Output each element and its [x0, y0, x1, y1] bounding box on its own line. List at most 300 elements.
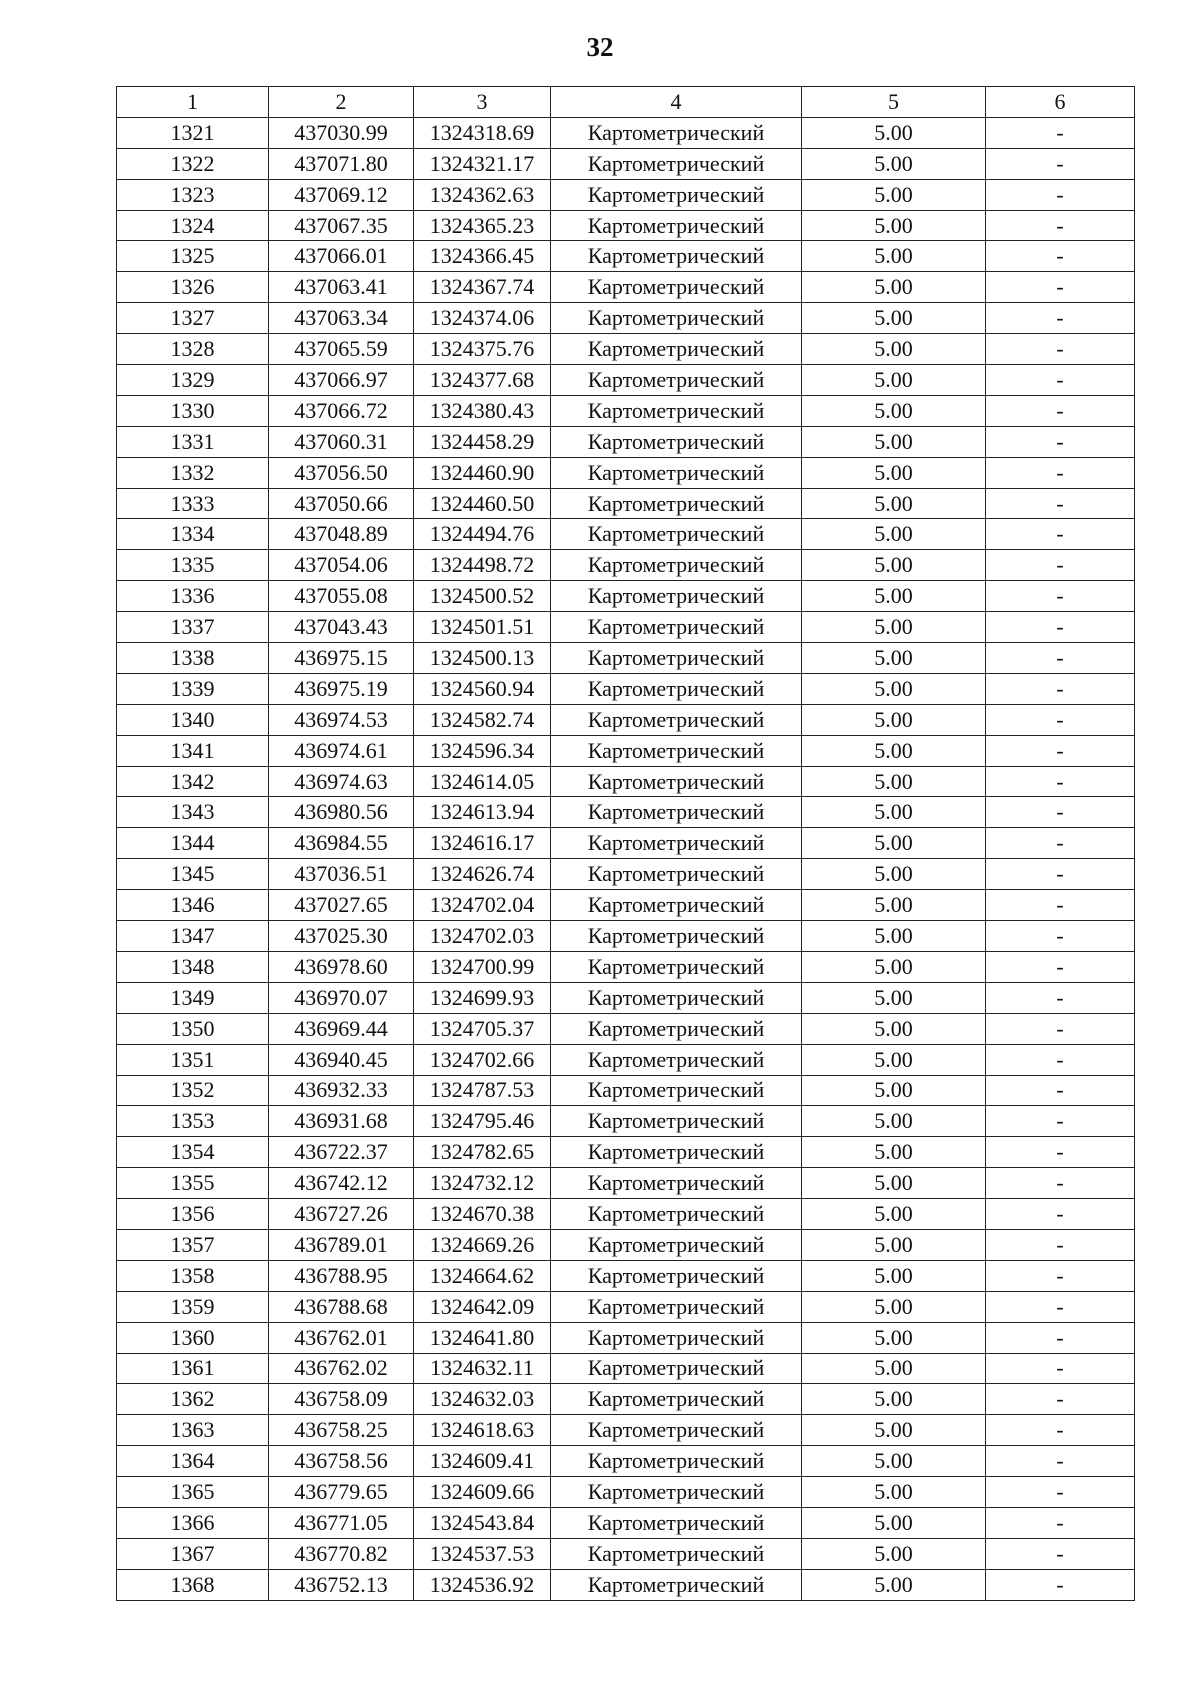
method-cell: Картометрический	[551, 1044, 802, 1075]
accuracy-cell: 5.00	[802, 1291, 986, 1322]
x-coordinate-cell: 437063.41	[269, 272, 414, 303]
point-number-cell: 1354	[117, 1137, 269, 1168]
method-cell: Картометрический	[551, 704, 802, 735]
point-number-cell: 1361	[117, 1353, 269, 1384]
method-cell: Картометрический	[551, 1384, 802, 1415]
table-row	[117, 1353, 1135, 1384]
x-coordinate-cell: 437069.12	[269, 179, 414, 210]
table-row	[117, 1446, 1135, 1477]
point-number-cell: 1335	[117, 550, 269, 581]
y-coordinate-cell: 1324365.23	[414, 210, 551, 241]
description-cell: -	[986, 797, 1135, 828]
column-header: 6	[986, 87, 1135, 118]
accuracy-cell: 5.00	[802, 1229, 986, 1260]
point-number-cell: 1329	[117, 365, 269, 396]
table-header-row	[117, 87, 1135, 118]
description-cell: -	[986, 828, 1135, 859]
description-cell: -	[986, 395, 1135, 426]
method-cell: Картометрический	[551, 643, 802, 674]
y-coordinate-cell: 1324699.93	[414, 982, 551, 1013]
method-cell: Картометрический	[551, 117, 802, 148]
description-cell: -	[986, 1415, 1135, 1446]
accuracy-cell: 5.00	[802, 395, 986, 426]
x-coordinate-cell: 436758.09	[269, 1384, 414, 1415]
coordinates-table	[116, 86, 1135, 1601]
table-row	[117, 1199, 1135, 1230]
accuracy-cell: 5.00	[802, 117, 986, 148]
x-coordinate-cell: 437060.31	[269, 426, 414, 457]
x-coordinate-cell: 436770.82	[269, 1538, 414, 1569]
method-cell: Картометрический	[551, 210, 802, 241]
accuracy-cell: 5.00	[802, 1446, 986, 1477]
description-cell: -	[986, 1229, 1135, 1260]
description-cell: -	[986, 117, 1135, 148]
description-cell: -	[986, 519, 1135, 550]
description-cell: -	[986, 365, 1135, 396]
method-cell: Картометрический	[551, 179, 802, 210]
x-coordinate-cell: 436940.45	[269, 1044, 414, 1075]
table-row	[117, 982, 1135, 1013]
point-number-cell: 1363	[117, 1415, 269, 1446]
accuracy-cell: 5.00	[802, 1075, 986, 1106]
x-coordinate-cell: 436788.68	[269, 1291, 414, 1322]
point-number-cell: 1357	[117, 1229, 269, 1260]
description-cell: -	[986, 272, 1135, 303]
point-number-cell: 1351	[117, 1044, 269, 1075]
point-number-cell: 1342	[117, 766, 269, 797]
point-number-cell: 1328	[117, 334, 269, 365]
point-number-cell: 1352	[117, 1075, 269, 1106]
accuracy-cell: 5.00	[802, 179, 986, 210]
y-coordinate-cell: 1324613.94	[414, 797, 551, 828]
method-cell: Картометрический	[551, 519, 802, 550]
table-row	[117, 334, 1135, 365]
accuracy-cell: 5.00	[802, 951, 986, 982]
accuracy-cell: 5.00	[802, 1013, 986, 1044]
description-cell: -	[986, 735, 1135, 766]
table-row	[117, 890, 1135, 921]
x-coordinate-cell: 437066.97	[269, 365, 414, 396]
method-cell: Картометрический	[551, 1353, 802, 1384]
description-cell: -	[986, 1260, 1135, 1291]
accuracy-cell: 5.00	[802, 303, 986, 334]
x-coordinate-cell: 436974.63	[269, 766, 414, 797]
x-coordinate-cell: 436752.13	[269, 1569, 414, 1600]
table-row	[117, 1137, 1135, 1168]
accuracy-cell: 5.00	[802, 735, 986, 766]
method-cell: Картометрический	[551, 550, 802, 581]
column-header: 5	[802, 87, 986, 118]
x-coordinate-cell: 437056.50	[269, 457, 414, 488]
x-coordinate-cell: 437027.65	[269, 890, 414, 921]
x-coordinate-cell: 437055.08	[269, 581, 414, 612]
point-number-cell: 1356	[117, 1199, 269, 1230]
table-row	[117, 1075, 1135, 1106]
y-coordinate-cell: 1324377.68	[414, 365, 551, 396]
method-cell: Картометрический	[551, 457, 802, 488]
point-number-cell: 1347	[117, 921, 269, 952]
point-number-cell: 1321	[117, 117, 269, 148]
method-cell: Картометрический	[551, 395, 802, 426]
description-cell: -	[986, 426, 1135, 457]
accuracy-cell: 5.00	[802, 210, 986, 241]
point-number-cell: 1324	[117, 210, 269, 241]
table-body	[117, 117, 1135, 1600]
column-header: 4	[551, 87, 802, 118]
x-coordinate-cell: 436974.61	[269, 735, 414, 766]
method-cell: Картометрический	[551, 890, 802, 921]
method-cell: Картометрический	[551, 982, 802, 1013]
method-cell: Картометрический	[551, 334, 802, 365]
method-cell: Картометрический	[551, 766, 802, 797]
page-number: 32	[586, 32, 614, 62]
point-number-cell: 1345	[117, 859, 269, 890]
y-coordinate-cell: 1324609.41	[414, 1446, 551, 1477]
description-cell: -	[986, 241, 1135, 272]
accuracy-cell: 5.00	[802, 982, 986, 1013]
table-row	[117, 210, 1135, 241]
point-number-cell: 1337	[117, 612, 269, 643]
accuracy-cell: 5.00	[802, 1322, 986, 1353]
accuracy-cell: 5.00	[802, 1384, 986, 1415]
description-cell: -	[986, 1384, 1135, 1415]
x-coordinate-cell: 436980.56	[269, 797, 414, 828]
method-cell: Картометрический	[551, 1260, 802, 1291]
description-cell: -	[986, 148, 1135, 179]
description-cell: -	[986, 1477, 1135, 1508]
accuracy-cell: 5.00	[802, 1353, 986, 1384]
method-cell: Картометрический	[551, 241, 802, 272]
description-cell: -	[986, 334, 1135, 365]
x-coordinate-cell: 436975.19	[269, 673, 414, 704]
y-coordinate-cell: 1324609.66	[414, 1477, 551, 1508]
description-cell: -	[986, 488, 1135, 519]
accuracy-cell: 5.00	[802, 1168, 986, 1199]
description-cell: -	[986, 1106, 1135, 1137]
point-number-cell: 1325	[117, 241, 269, 272]
accuracy-cell: 5.00	[802, 1415, 986, 1446]
method-cell: Картометрический	[551, 673, 802, 704]
table-row	[117, 859, 1135, 890]
y-coordinate-cell: 1324596.34	[414, 735, 551, 766]
point-number-cell: 1349	[117, 982, 269, 1013]
point-number-cell: 1336	[117, 581, 269, 612]
y-coordinate-cell: 1324537.53	[414, 1538, 551, 1569]
x-coordinate-cell: 437054.06	[269, 550, 414, 581]
description-cell: -	[986, 766, 1135, 797]
table-row	[117, 643, 1135, 674]
method-cell: Картометрический	[551, 921, 802, 952]
description-cell: -	[986, 210, 1135, 241]
x-coordinate-cell: 437066.72	[269, 395, 414, 426]
method-cell: Картометрический	[551, 951, 802, 982]
method-cell: Картометрический	[551, 1538, 802, 1569]
point-number-cell: 1326	[117, 272, 269, 303]
point-number-cell: 1331	[117, 426, 269, 457]
accuracy-cell: 5.00	[802, 1569, 986, 1600]
point-number-cell: 1330	[117, 395, 269, 426]
x-coordinate-cell: 436722.37	[269, 1137, 414, 1168]
y-coordinate-cell: 1324367.74	[414, 272, 551, 303]
description-cell: -	[986, 581, 1135, 612]
accuracy-cell: 5.00	[802, 643, 986, 674]
x-coordinate-cell: 437025.30	[269, 921, 414, 952]
point-number-cell: 1368	[117, 1569, 269, 1600]
y-coordinate-cell: 1324374.06	[414, 303, 551, 334]
method-cell: Картометрический	[551, 581, 802, 612]
y-coordinate-cell: 1324670.38	[414, 1199, 551, 1230]
description-cell: -	[986, 951, 1135, 982]
table-row	[117, 1229, 1135, 1260]
x-coordinate-cell: 436779.65	[269, 1477, 414, 1508]
point-number-cell: 1323	[117, 179, 269, 210]
table-row	[117, 673, 1135, 704]
method-cell: Картометрический	[551, 488, 802, 519]
y-coordinate-cell: 1324632.11	[414, 1353, 551, 1384]
y-coordinate-cell: 1324318.69	[414, 117, 551, 148]
y-coordinate-cell: 1324795.46	[414, 1106, 551, 1137]
point-number-cell: 1364	[117, 1446, 269, 1477]
accuracy-cell: 5.00	[802, 426, 986, 457]
y-coordinate-cell: 1324702.04	[414, 890, 551, 921]
description-cell: -	[986, 921, 1135, 952]
accuracy-cell: 5.00	[802, 890, 986, 921]
table-row	[117, 828, 1135, 859]
point-number-cell: 1338	[117, 643, 269, 674]
point-number-cell: 1350	[117, 1013, 269, 1044]
x-coordinate-cell: 437036.51	[269, 859, 414, 890]
point-number-cell: 1322	[117, 148, 269, 179]
table-row	[117, 1538, 1135, 1569]
table-row	[117, 1477, 1135, 1508]
description-cell: -	[986, 1291, 1135, 1322]
accuracy-cell: 5.00	[802, 766, 986, 797]
x-coordinate-cell: 437071.80	[269, 148, 414, 179]
point-number-cell: 1360	[117, 1322, 269, 1353]
table-row	[117, 766, 1135, 797]
table-row	[117, 272, 1135, 303]
y-coordinate-cell: 1324702.03	[414, 921, 551, 952]
table-row	[117, 303, 1135, 334]
y-coordinate-cell: 1324501.51	[414, 612, 551, 643]
y-coordinate-cell: 1324494.76	[414, 519, 551, 550]
y-coordinate-cell: 1324366.45	[414, 241, 551, 272]
table-row	[117, 1260, 1135, 1291]
table-row	[117, 1168, 1135, 1199]
method-cell: Картометрический	[551, 1446, 802, 1477]
accuracy-cell: 5.00	[802, 673, 986, 704]
point-number-cell: 1366	[117, 1507, 269, 1538]
description-cell: -	[986, 1569, 1135, 1600]
method-cell: Картометрический	[551, 1569, 802, 1600]
description-cell: -	[986, 1137, 1135, 1168]
accuracy-cell: 5.00	[802, 859, 986, 890]
accuracy-cell: 5.00	[802, 828, 986, 859]
table-row	[117, 488, 1135, 519]
method-cell: Картометрический	[551, 1137, 802, 1168]
y-coordinate-cell: 1324782.65	[414, 1137, 551, 1168]
table-row	[117, 395, 1135, 426]
description-cell: -	[986, 673, 1135, 704]
y-coordinate-cell: 1324669.26	[414, 1229, 551, 1260]
point-number-cell: 1348	[117, 951, 269, 982]
column-header: 3	[414, 87, 551, 118]
x-coordinate-cell: 436762.01	[269, 1322, 414, 1353]
y-coordinate-cell: 1324632.03	[414, 1384, 551, 1415]
description-cell: -	[986, 1168, 1135, 1199]
point-number-cell: 1344	[117, 828, 269, 859]
x-coordinate-cell: 436788.95	[269, 1260, 414, 1291]
point-number-cell: 1358	[117, 1260, 269, 1291]
method-cell: Картометрический	[551, 612, 802, 643]
table-row	[117, 921, 1135, 952]
table-row	[117, 1507, 1135, 1538]
accuracy-cell: 5.00	[802, 1507, 986, 1538]
point-number-cell: 1359	[117, 1291, 269, 1322]
x-coordinate-cell: 436762.02	[269, 1353, 414, 1384]
column-header: 1	[117, 87, 269, 118]
y-coordinate-cell: 1324536.92	[414, 1569, 551, 1600]
description-cell: -	[986, 1013, 1135, 1044]
y-coordinate-cell: 1324321.17	[414, 148, 551, 179]
table-row	[117, 117, 1135, 148]
x-coordinate-cell: 436978.60	[269, 951, 414, 982]
accuracy-cell: 5.00	[802, 1106, 986, 1137]
table-row	[117, 735, 1135, 766]
y-coordinate-cell: 1324626.74	[414, 859, 551, 890]
method-cell: Картометрический	[551, 365, 802, 396]
accuracy-cell: 5.00	[802, 334, 986, 365]
x-coordinate-cell: 437043.43	[269, 612, 414, 643]
method-cell: Картометрический	[551, 735, 802, 766]
x-coordinate-cell: 437048.89	[269, 519, 414, 550]
table-row	[117, 951, 1135, 982]
point-number-cell: 1365	[117, 1477, 269, 1508]
table-row	[117, 550, 1135, 581]
accuracy-cell: 5.00	[802, 581, 986, 612]
y-coordinate-cell: 1324582.74	[414, 704, 551, 735]
description-cell: -	[986, 1044, 1135, 1075]
y-coordinate-cell: 1324380.43	[414, 395, 551, 426]
description-cell: -	[986, 303, 1135, 334]
point-number-cell: 1333	[117, 488, 269, 519]
x-coordinate-cell: 436969.44	[269, 1013, 414, 1044]
accuracy-cell: 5.00	[802, 1044, 986, 1075]
accuracy-cell: 5.00	[802, 1137, 986, 1168]
description-cell: -	[986, 550, 1135, 581]
accuracy-cell: 5.00	[802, 550, 986, 581]
method-cell: Картометрический	[551, 1168, 802, 1199]
accuracy-cell: 5.00	[802, 1260, 986, 1291]
table-row	[117, 1044, 1135, 1075]
y-coordinate-cell: 1324732.12	[414, 1168, 551, 1199]
column-header: 2	[269, 87, 414, 118]
y-coordinate-cell: 1324498.72	[414, 550, 551, 581]
description-cell: -	[986, 1538, 1135, 1569]
y-coordinate-cell: 1324560.94	[414, 673, 551, 704]
x-coordinate-cell: 437030.99	[269, 117, 414, 148]
method-cell: Картометрический	[551, 1415, 802, 1446]
method-cell: Картометрический	[551, 797, 802, 828]
accuracy-cell: 5.00	[802, 1538, 986, 1569]
point-number-cell: 1355	[117, 1168, 269, 1199]
x-coordinate-cell: 436727.26	[269, 1199, 414, 1230]
y-coordinate-cell: 1324787.53	[414, 1075, 551, 1106]
table-row	[117, 519, 1135, 550]
table-row	[117, 148, 1135, 179]
y-coordinate-cell: 1324458.29	[414, 426, 551, 457]
point-number-cell: 1327	[117, 303, 269, 334]
point-number-cell: 1346	[117, 890, 269, 921]
description-cell: -	[986, 1446, 1135, 1477]
y-coordinate-cell: 1324362.63	[414, 179, 551, 210]
y-coordinate-cell: 1324705.37	[414, 1013, 551, 1044]
method-cell: Картометрический	[551, 1477, 802, 1508]
method-cell: Картометрический	[551, 1507, 802, 1538]
method-cell: Картометрический	[551, 1229, 802, 1260]
table-row	[117, 797, 1135, 828]
y-coordinate-cell: 1324616.17	[414, 828, 551, 859]
x-coordinate-cell: 437063.34	[269, 303, 414, 334]
accuracy-cell: 5.00	[802, 272, 986, 303]
description-cell: -	[986, 1353, 1135, 1384]
point-number-cell: 1334	[117, 519, 269, 550]
x-coordinate-cell: 436970.07	[269, 982, 414, 1013]
accuracy-cell: 5.00	[802, 488, 986, 519]
table-row	[117, 1291, 1135, 1322]
accuracy-cell: 5.00	[802, 241, 986, 272]
x-coordinate-cell: 436975.15	[269, 643, 414, 674]
table-row	[117, 241, 1135, 272]
y-coordinate-cell: 1324642.09	[414, 1291, 551, 1322]
accuracy-cell: 5.00	[802, 148, 986, 179]
description-cell: -	[986, 1322, 1135, 1353]
accuracy-cell: 5.00	[802, 704, 986, 735]
table-row	[117, 179, 1135, 210]
accuracy-cell: 5.00	[802, 519, 986, 550]
x-coordinate-cell: 436984.55	[269, 828, 414, 859]
y-coordinate-cell: 1324700.99	[414, 951, 551, 982]
x-coordinate-cell: 437065.59	[269, 334, 414, 365]
y-coordinate-cell: 1324543.84	[414, 1507, 551, 1538]
method-cell: Картометрический	[551, 859, 802, 890]
method-cell: Картометрический	[551, 1199, 802, 1230]
y-coordinate-cell: 1324460.50	[414, 488, 551, 519]
method-cell: Картометрический	[551, 1291, 802, 1322]
x-coordinate-cell: 436771.05	[269, 1507, 414, 1538]
table-row	[117, 1013, 1135, 1044]
table-row	[117, 1384, 1135, 1415]
y-coordinate-cell: 1324500.52	[414, 581, 551, 612]
method-cell: Картометрический	[551, 1013, 802, 1044]
description-cell: -	[986, 704, 1135, 735]
y-coordinate-cell: 1324500.13	[414, 643, 551, 674]
x-coordinate-cell: 436758.56	[269, 1446, 414, 1477]
y-coordinate-cell: 1324460.90	[414, 457, 551, 488]
point-number-cell: 1353	[117, 1106, 269, 1137]
point-number-cell: 1339	[117, 673, 269, 704]
table-row	[117, 426, 1135, 457]
x-coordinate-cell: 437066.01	[269, 241, 414, 272]
x-coordinate-cell: 436758.25	[269, 1415, 414, 1446]
table-row	[117, 612, 1135, 643]
table-row	[117, 1106, 1135, 1137]
method-cell: Картометрический	[551, 272, 802, 303]
description-cell: -	[986, 179, 1135, 210]
method-cell: Картометрический	[551, 426, 802, 457]
x-coordinate-cell: 436974.53	[269, 704, 414, 735]
method-cell: Картометрический	[551, 828, 802, 859]
